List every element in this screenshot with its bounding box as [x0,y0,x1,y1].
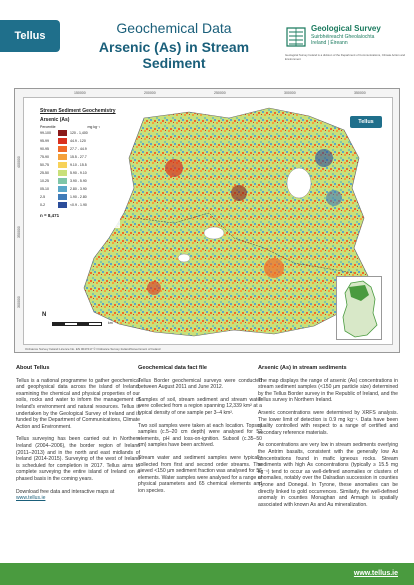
legend-swatch [58,162,67,168]
download-label: Download free data and interactive maps at [16,488,115,495]
map-easting-label: 200000 [144,91,156,95]
legend-range: 5.90 - 9.10 [70,171,87,175]
geological-survey-subtext: Geological Survey Ireland is a division of the Department of Communications, Climate Action and Environment [285,53,406,61]
fact-file-paragraph: Samples of soil, stream sediment and stream water were collected from a region spanning 12,339 km² at a typical density of one sample per 3–4 km². [138,396,262,416]
fact-file-paragraph: Tellus Border geochemical surveys were conducted between August 2011 and June 2012. [138,377,262,391]
about-tellus-heading: About Tellus [16,365,50,371]
legend-swatch [58,154,67,160]
legend-percentile: 90-95 [40,147,49,151]
legend-percentile: 0-2 [40,203,46,207]
legend-header-units: mg kg⁻¹ [87,125,100,129]
legend-sample-count: n = 8,471 [40,213,60,218]
scale-bar [52,322,102,326]
map-tellus-badge: Tellus [350,116,382,128]
arsenic-paragraph: Arsenic concentrations were determined by XRFS analysis. The lower limit of detection is 0.9 mg kg⁻¹. Data have been quality controlled with respect to a range of certified and secondary reference materials. [258,409,398,436]
scale-bar-label: km [108,321,113,325]
legend-percentile: 05-10 [40,187,49,191]
map-easting-label: 300000 [284,91,296,95]
legend-swatch [58,146,67,152]
legend-swatch [58,202,67,208]
legend-range: 3.90 - 5.90 [70,179,87,183]
page-title-line2: Arsenic (As) in Stream Sediment [98,39,250,71]
legend-range: 44.9 - 120 [70,139,86,143]
legend-row [40,201,120,209]
page-title-line1: Geochemical Data [116,20,232,36]
legend-row [40,177,120,185]
legend-percentile: 2-5 [40,195,46,199]
map-northing-label: 300000 [17,296,21,308]
geological-survey-irish-name: Suirbhéireacht Gheolaíochta [311,34,375,40]
tellus-tab: Tellus [0,20,60,52]
legend-percentile: 50-75 [40,163,49,167]
map-easting-label: 350000 [354,91,366,95]
map-northing-label: 350000 [17,226,21,238]
fact-file-paragraph: Stream water and sediment samples were typically collected from first and second order streams. The sieved <150 µm sediment fraction was analysed for 56 elements. Water samples were analysed for a range of physical parameters and 65 chemical elements and ion species. [138,454,262,494]
legend-row [40,129,120,137]
geological-survey-name: Geological Survey [311,24,381,33]
fact-file-column [138,365,262,501]
legend-range: 2.80 - 3.90 [70,187,87,191]
map-easting-label: 150000 [74,91,86,95]
fact-file-paragraph: Two soil samples were taken at each location. Topsoil samples (c.5–20 cm depth) were analysed for 52 elements, pH and loss-on-ignition. Subsoil (c.35–50 cm) samples have been archived. [138,422,262,449]
north-arrow: N [42,312,47,318]
legend-percentile: 25-50 [40,171,49,175]
geological-survey-branding [285,24,407,72]
legend-swatch [58,170,67,176]
arsenic-heading: Arsenic (As) in stream sediments [258,365,347,371]
map-copyright: Ordnance Survey Ireland Licence No. EN 0047217 © Ordnance Survey Ireland/Government of Ireland [25,347,161,351]
legend-range: 15.5 - 27.7 [70,155,87,159]
map-legend [40,108,120,228]
legend-swatch [58,138,67,144]
legend-row [40,153,120,161]
map-frame [17,91,393,345]
legend-range: 9.10 - 15.5 [70,163,87,167]
geological-survey-logo-icon [285,24,307,50]
fact-file-heading: Geochemical data fact file [138,365,208,371]
geological-survey-country: Ireland | Éireann [311,40,348,46]
legend-swatch [58,178,67,184]
legend-range: <0.9 - 1.90 [70,203,87,207]
map-panel [14,88,400,353]
page-header [0,0,414,76]
legend-header-percentile: Percentile [40,125,56,129]
tellus-link[interactable]: www.tellus.ie [16,495,46,502]
legend-swatch [58,194,67,200]
legend-title: Stream Sediment Geochemistry [40,108,116,114]
legend-row [40,137,120,145]
legend-row [40,185,120,193]
arsenic-paragraph: As concentrations are very low in stream sediments overlying the Antrim basalts, consistent with the generally low As concentrations found in mafic igneous rocks. Stream sediments with high As concentrations (typically ≥ 15.5 mg kg⁻¹) tend to occur as well-defined anomalies or clusters of anomalies, notably over the Dalradian succession in counties Tyrone and Donegal. In Tyrone, these anomalies can be directly linked to gold occurrences. Similarly, the well-defined anomaly in counties Monaghan and Armagh is spatially associated with known As and Au mineralization. [258,442,398,508]
legend-percentile: 95-99 [40,139,49,143]
page-footer [0,563,414,585]
about-tellus-column [16,365,140,508]
download-text [16,489,140,502]
legend-row [40,145,120,153]
map-easting-label: 250000 [214,91,226,95]
legend-rows [40,129,120,209]
arsenic-paragraph: The map displays the range of arsenic (As) concentrations in stream sediment samples (<150 µm particle size) determined by the Tellus Border survey in the Republic of Ireland, and the Tellus survey in Northern Ireland. [258,377,398,404]
footer-url-link[interactable]: www.tellus.ie [353,570,398,577]
about-tellus-paragraph: Tellus surveying has been carried out in Northern Ireland (2004–2006), the border region of Ireland (2011–2013) and in the north and east midlands of Ireland (2014-2015). Surveying of the west of Ireland is scheduled for completion in 2017. Tellus aims to complete surveying the entire island of Ireland on a phased basis in the coming years. [16,436,140,482]
legend-subtitle: Arsenic (As) [40,117,70,123]
legend-percentile: 10-25 [40,179,49,183]
ireland-inset-icon [337,277,383,341]
arsenic-column [258,365,398,514]
legend-percentile: 75-90 [40,155,49,159]
legend-percentile: 99-100 [40,131,51,135]
legend-swatch [58,130,67,136]
legend-swatch [58,186,67,192]
legend-row [40,193,120,201]
legend-row [40,169,120,177]
legend-range: 27.7 - 44.9 [70,147,87,151]
about-tellus-paragraph: Tellus is a national programme to gather geochemical and geophysical data across the island of Ireland, examining the chemical and physical properties of our soils, rocks and water to inform the management of Ireland's environment and natural resources. Tellus is undertaken by the Geological Survey of Ireland and is funded by the Department of Communications, Climate Action and Environment. [16,377,141,430]
map-northing-label: 400000 [17,156,21,168]
location-inset-map [336,276,382,340]
legend-range: 1.90 - 2.80 [70,195,87,199]
legend-row [40,161,120,169]
legend-range: 120 - 1,400 [70,131,88,135]
